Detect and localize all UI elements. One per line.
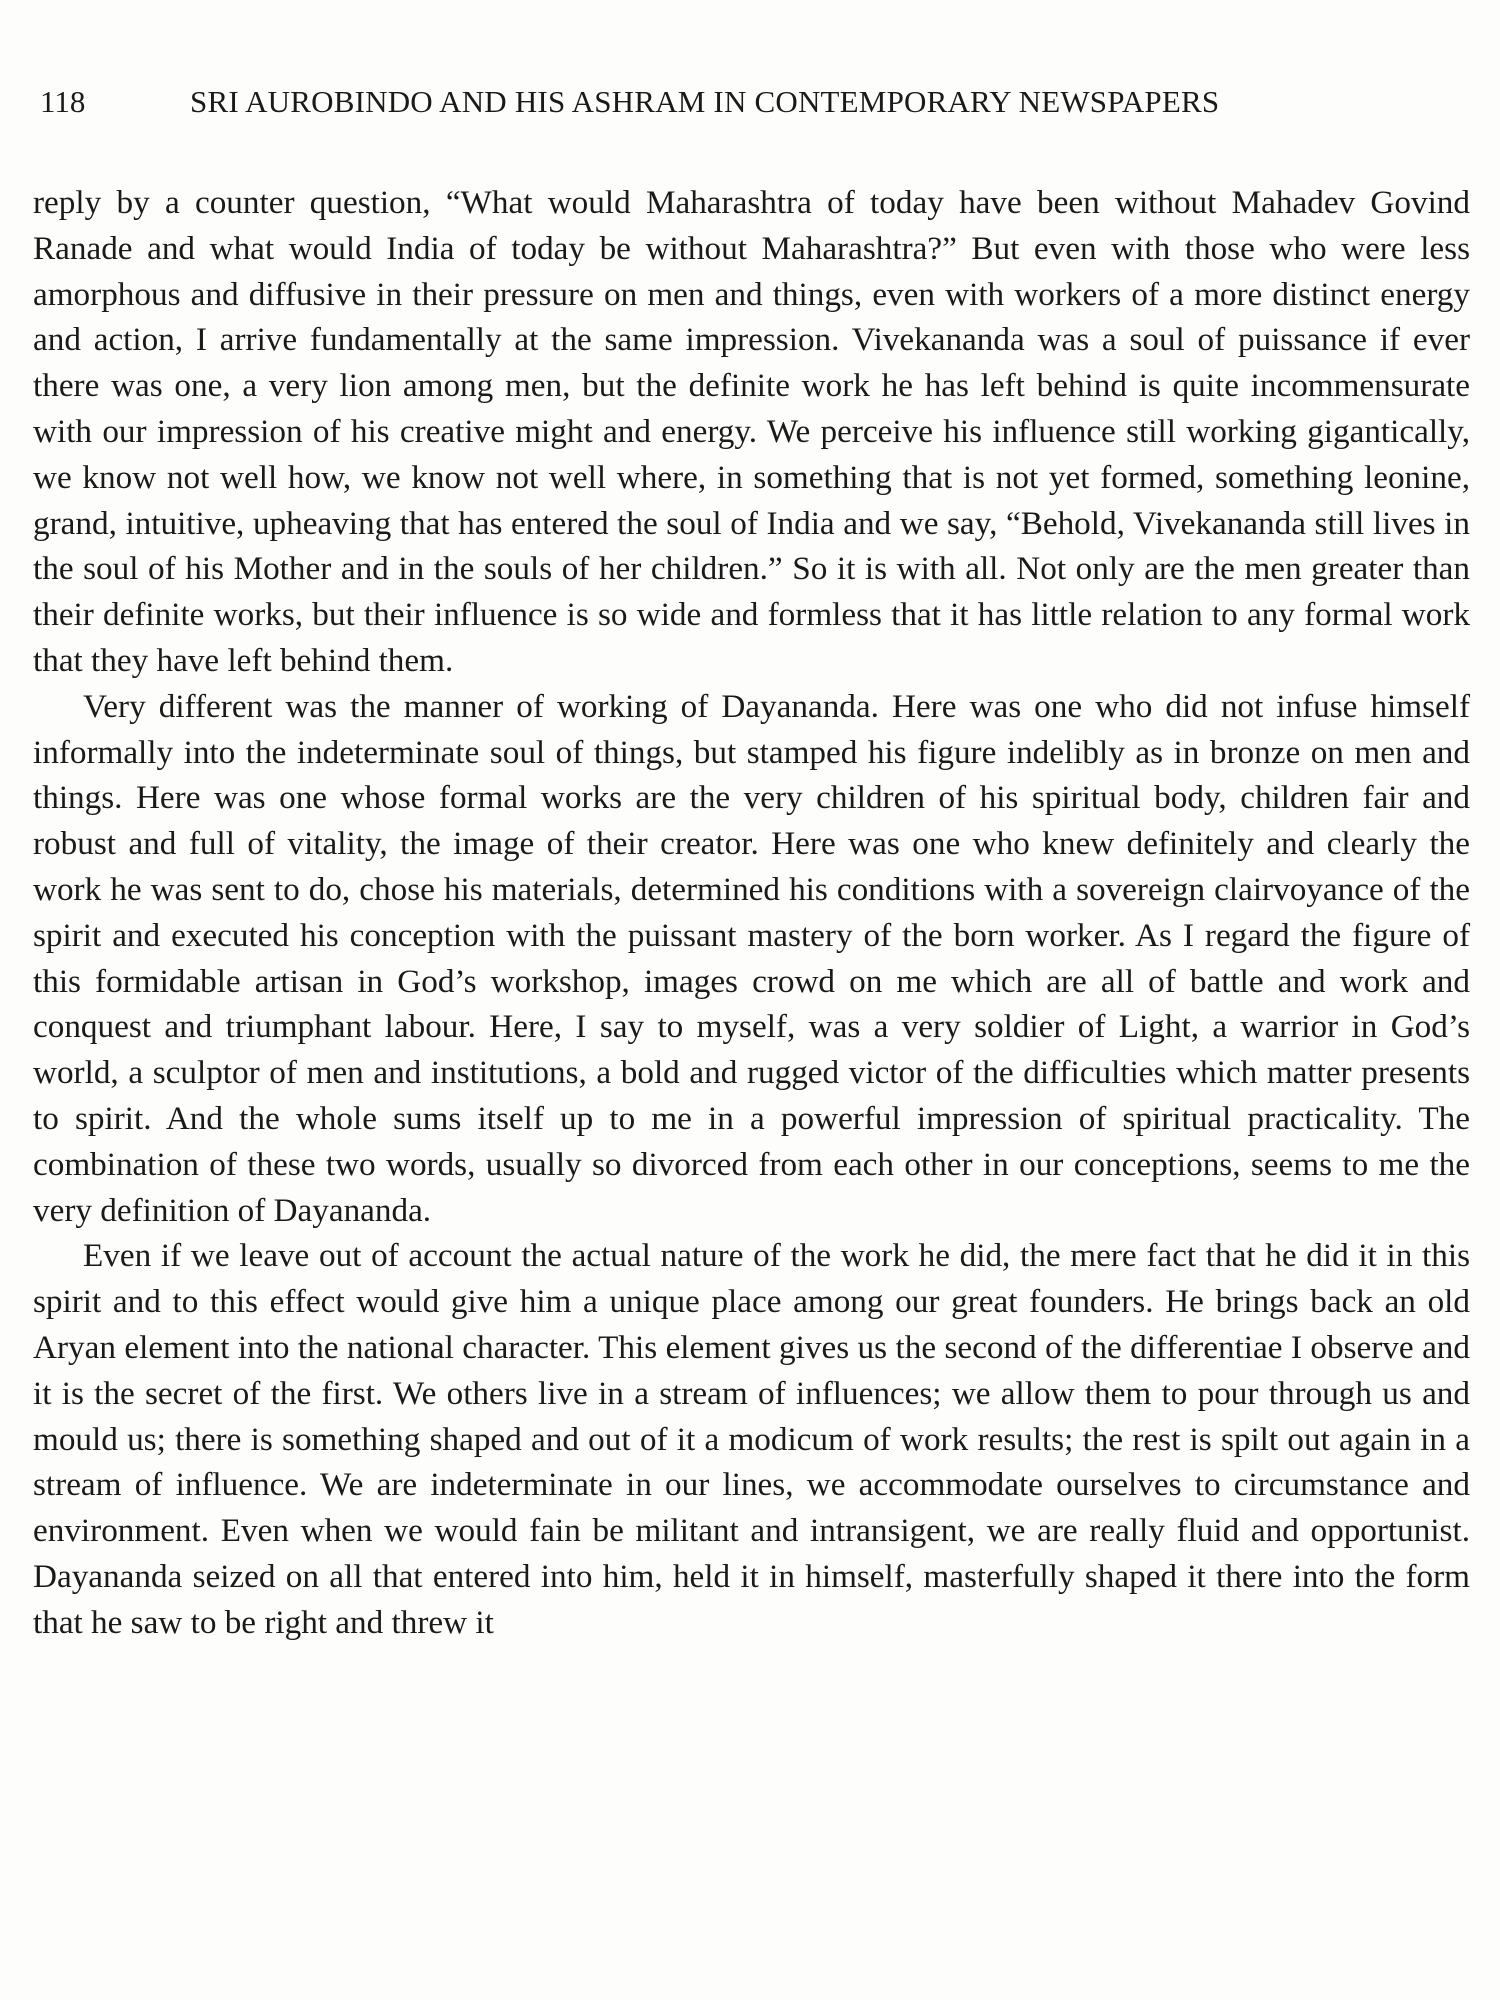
body-text [33,180,1470,1646]
running-title: SRI AUROBINDO AND HIS ASHRAM IN CONTEMPORARY NEWSPAPERS [190,84,1220,119]
page-number: 118 [40,84,86,119]
paragraph-2: Very different was the manner of working of Dayananda. Here was one who did not infuse himself informally into the indeterminate soul of things, but stamped his figure indelibly as in bronze on men and things. Here was one whose formal works are the very children of his spiritual body, children fair and robust and full of vitality, the image of their creator. Here was one who knew definitely and clearly the work he was sent to do, chose his materials, determined his conditions with a sovereign clairvoyance of the spirit and executed his conception with the puissant mastery of the born worker. As I regard the figure of this formidable artisan in God’s workshop, images crowd on me which are all of battle and work and conquest and triumphant labour. Here, I say to myself, was a very soldier of Light, a warrior in God’s world, a sculptor of men and institutions, a bold and rugged victor of the difficulties which matter presents to spirit. And the whole sums itself up to me in a powerful impression of spiritual practicality. The combination of these two words, usually so divorced from each other in our conceptions, seems to me the very definition of Dayananda. [33,687,1470,1229]
running-head [40,82,1460,122]
paragraph-1: reply by a counter question, “What would Maharashtra of today have been without Mahadev Govind Ranade and what would India of today be without Maharashtra?” But even with those who were less amorphous and diffusive in their pressure on men and things, even with workers of a more distinct energy and action, I arrive fundamentally at the same impression. Vivekananda was a soul of puissance if ever there was one, a very lion among men, but the definite work he has left behind is quite incommensurate with our impression of his creative might and energy. We perceive his influence still working gigantically, we know not well how, we know not well where, in something that is not yet formed, something leonine, grand, intuitive, upheaving that has entered the soul of India and we say, “Behold, Vivekananda still lives in the soul of his Mother and in the souls of her children.” So it is with all. Not only are the men greater than their definite works, but their influence is so wide and formless that it has little relation to any formal work that they have left behind them. [33,184,1470,679]
paragraph-3: Even if we leave out of account the actual nature of the work he did, the mere fact that he did it in this spirit and to this effect would give him a unique place among our great founders. He brings back an old Aryan element into the national character. This element gives us the second of the differentiae I observe and it is the secret of the first. We others live in a stream of influences; we allow them to pour through us and mould us; there is something shaped and out of it a modicum of work results; the rest is spilt out again in a stream of influence. We are indeterminate in our lines, we accommodate ourselves to circumstance and environment. Even when we would fain be militant and intransigent, we are really fluid and opportunist. Dayananda seized on all that entered into him, held it in himself, masterfully shaped it there into the form that he saw to be right and threw it [33,1237,1470,1641]
